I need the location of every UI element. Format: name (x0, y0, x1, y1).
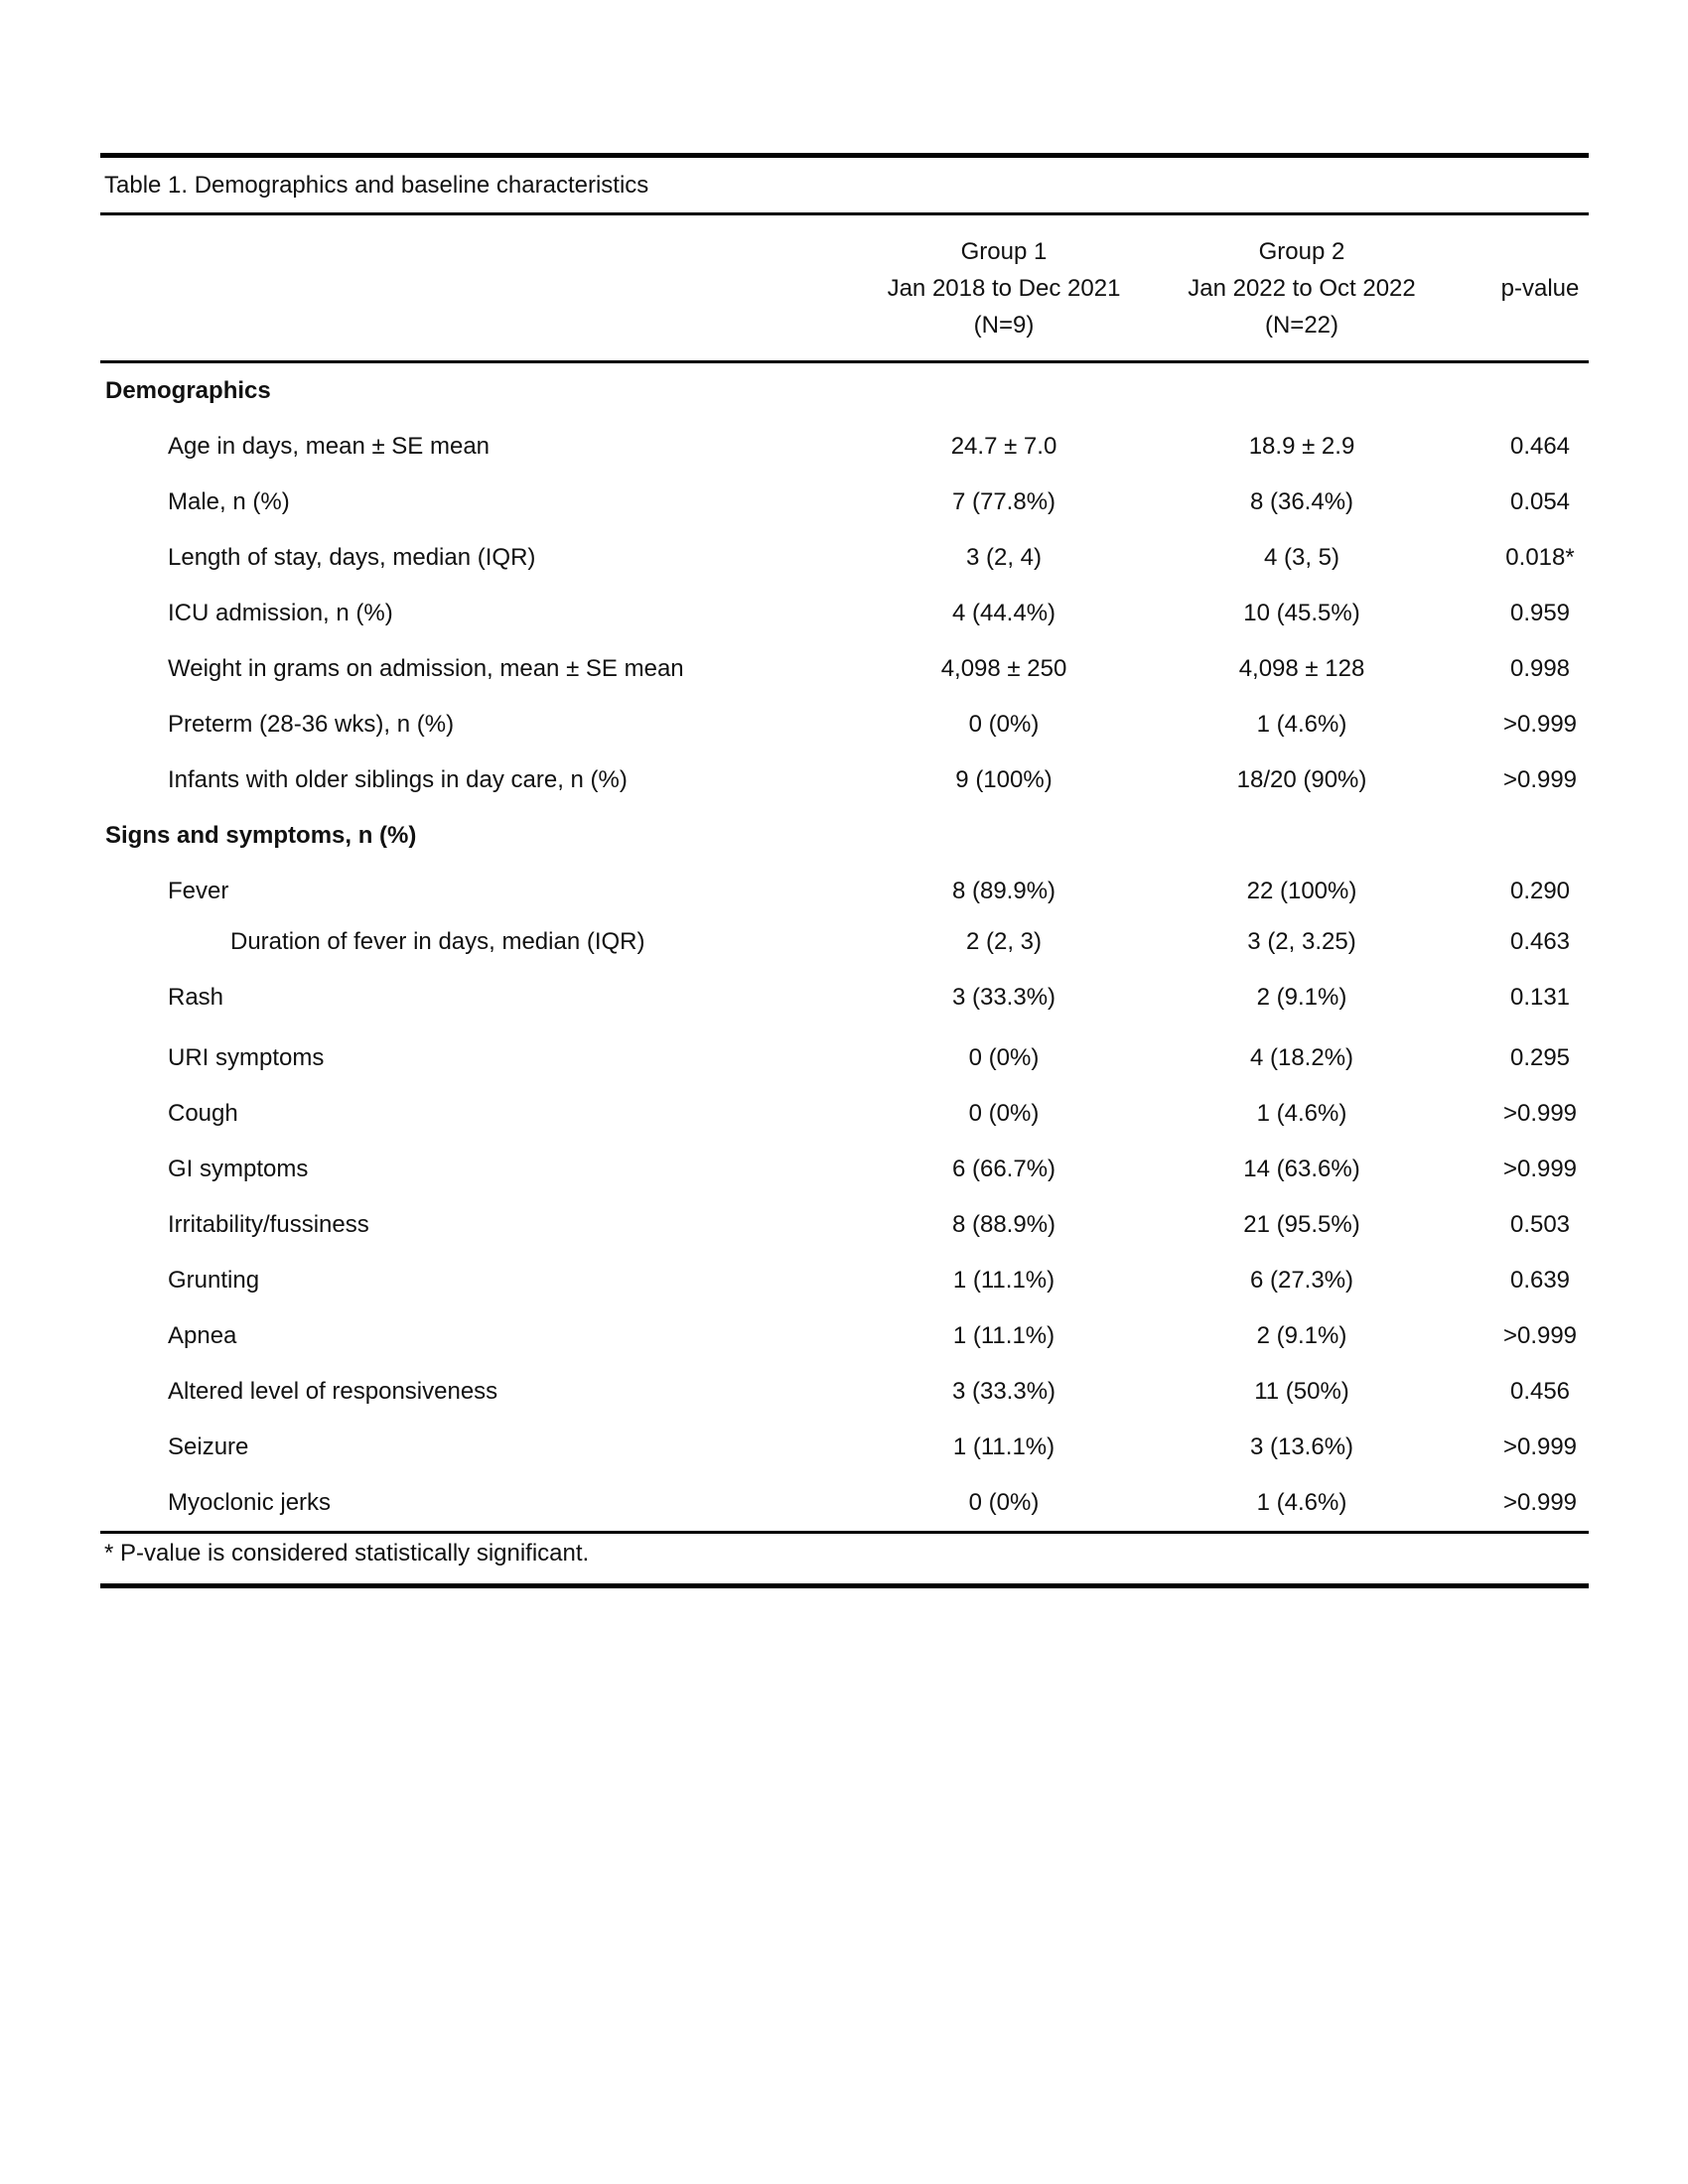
group1-value: 1 (11.1%) (952, 1322, 1055, 1349)
table-row (100, 864, 1589, 919)
group2-value: 1 (4.6%) (1256, 711, 1347, 738)
group1-value: 7 (77.8%) (951, 488, 1056, 515)
row-label: Weight in grams on admission, mean ± SE mean (168, 655, 684, 682)
p-value: >0.999 (1502, 1489, 1578, 1516)
p-value: >0.999 (1502, 1156, 1578, 1182)
p-value: 0.295 (1509, 1044, 1571, 1071)
row-label: Rash (168, 984, 224, 1011)
table-caption: Table 1. Demographics and baseline characteristics (104, 172, 649, 199)
table-row (100, 752, 1589, 808)
table-row (100, 1308, 1589, 1364)
p-value: 0.054 (1509, 488, 1571, 515)
row-label: ICU admission, n (%) (168, 600, 393, 626)
row-label: GI symptoms (168, 1156, 309, 1182)
group1-value: 0 (0%) (968, 1100, 1040, 1127)
p-value: 0.503 (1509, 1211, 1571, 1238)
group2-period: Jan 2022 to Oct 2022 (1188, 275, 1416, 302)
p-value: 0.290 (1509, 878, 1571, 904)
row-label: Fever (168, 878, 229, 904)
bottom-rule (100, 1583, 1589, 1588)
section-title: Demographics (105, 377, 271, 404)
group2-value: 18/20 (90%) (1236, 766, 1367, 793)
group1-period: Jan 2018 to Dec 2021 (887, 275, 1121, 302)
group2-value: 2 (9.1%) (1256, 984, 1347, 1011)
table-row (100, 586, 1589, 641)
group1-value: 0 (0%) (968, 1044, 1040, 1071)
group2-value: 21 (95.5%) (1243, 1211, 1360, 1238)
row-label: Altered level of responsiveness (168, 1378, 498, 1405)
group1-value: 0 (0%) (968, 1489, 1040, 1516)
section-signs-symptoms (100, 808, 1589, 864)
group1-value: 1 (11.1%) (952, 1433, 1055, 1460)
p-value: 0.463 (1509, 928, 1571, 955)
group1-value: 3 (33.3%) (951, 984, 1056, 1011)
group1-value: 24.7 ± 7.0 (950, 433, 1057, 460)
group2-n: (N=22) (1264, 312, 1339, 339)
group1-value: 8 (89.9%) (951, 878, 1056, 904)
group1-value: 3 (33.3%) (951, 1378, 1056, 1405)
group2-title: Group 2 (1258, 238, 1345, 265)
group2-value: 8 (36.4%) (1249, 488, 1354, 515)
table-row (100, 1475, 1589, 1531)
table-row (100, 1142, 1589, 1197)
row-label: Myoclonic jerks (168, 1489, 332, 1516)
p-value: >0.999 (1502, 1433, 1578, 1460)
group1-title: Group 1 (960, 238, 1048, 265)
row-label: Seizure (168, 1433, 249, 1460)
group2-value: 2 (9.1%) (1256, 1322, 1347, 1349)
pvalue-header: p-value (1500, 275, 1580, 302)
group2-value: 1 (4.6%) (1256, 1489, 1347, 1516)
group1-value: 0 (0%) (968, 711, 1040, 738)
section-title: Signs and symptoms, n (%) (105, 822, 417, 849)
table-row (100, 475, 1589, 530)
p-value: >0.999 (1502, 1100, 1578, 1127)
table-row (100, 919, 1589, 965)
table-row (100, 1253, 1589, 1308)
table-row (100, 697, 1589, 752)
row-label: Age in days, mean ± SE mean (168, 433, 491, 460)
table-row (100, 1030, 1589, 1086)
group2-value: 11 (50%) (1254, 1378, 1349, 1405)
section-demographics (100, 363, 1589, 419)
row-label: Length of stay, days, median (IQR) (168, 544, 536, 571)
group1-value: 4,098 ± 250 (940, 655, 1067, 682)
group1-value: 4 (44.4%) (951, 600, 1056, 626)
row-label: Cough (168, 1100, 238, 1127)
row-label: Male, n (%) (168, 488, 290, 515)
table-footnote: * P-value is considered statistically significant. (104, 1540, 590, 1567)
row-label: URI symptoms (168, 1044, 325, 1071)
row-label: Irritability/fussiness (168, 1211, 369, 1238)
group1-value: 3 (2, 4) (965, 544, 1043, 571)
group1-value: 2 (2, 3) (965, 928, 1043, 955)
group2-value: 22 (100%) (1246, 878, 1357, 904)
table-row (100, 641, 1589, 697)
group1-value: 8 (88.9%) (951, 1211, 1056, 1238)
group2-header (1133, 233, 1471, 343)
row-label: Preterm (28-36 wks), n (%) (168, 711, 455, 738)
p-value: 0.456 (1509, 1378, 1571, 1405)
table-row (100, 1086, 1589, 1142)
group2-value: 14 (63.6%) (1243, 1156, 1360, 1182)
group2-value: 10 (45.5%) (1243, 600, 1360, 626)
group1-value: 9 (100%) (955, 766, 1053, 793)
p-value: 0.959 (1509, 600, 1571, 626)
table-row (100, 1197, 1589, 1253)
group1-n: (N=9) (973, 312, 1035, 339)
p-value: 0.131 (1509, 984, 1571, 1011)
table-row (100, 419, 1589, 475)
group2-value: 4 (3, 5) (1263, 544, 1340, 571)
p-value: 0.639 (1509, 1267, 1571, 1294)
p-value: 0.464 (1509, 433, 1571, 460)
group2-value: 18.9 ± 2.9 (1248, 433, 1355, 460)
group2-value: 3 (13.6%) (1249, 1433, 1354, 1460)
table-row (100, 1420, 1589, 1475)
p-value: >0.999 (1502, 766, 1578, 793)
p-value: >0.999 (1502, 1322, 1578, 1349)
row-label: Apnea (168, 1322, 237, 1349)
row-label: Infants with older siblings in day care, n (%) (168, 766, 628, 793)
group1-value: 6 (66.7%) (951, 1156, 1056, 1182)
group1-header (835, 233, 1173, 343)
p-value: 0.018* (1505, 544, 1575, 571)
group2-value: 4,098 ± 128 (1238, 655, 1365, 682)
group2-value: 1 (4.6%) (1256, 1100, 1347, 1127)
table-row (100, 1364, 1589, 1420)
group2-value: 6 (27.3%) (1249, 1267, 1354, 1294)
group1-value: 1 (11.1%) (952, 1267, 1055, 1294)
table-header (100, 215, 1589, 360)
group2-value: 3 (2, 3.25) (1247, 928, 1356, 955)
table-row (100, 965, 1589, 1030)
p-value: 0.998 (1509, 655, 1571, 682)
table-row (100, 530, 1589, 586)
p-value: >0.999 (1502, 711, 1578, 738)
group2-value: 4 (18.2%) (1249, 1044, 1354, 1071)
row-label: Duration of fever in days, median (IQR) (230, 928, 645, 955)
row-label: Grunting (168, 1267, 260, 1294)
table-document (100, 153, 1589, 1588)
